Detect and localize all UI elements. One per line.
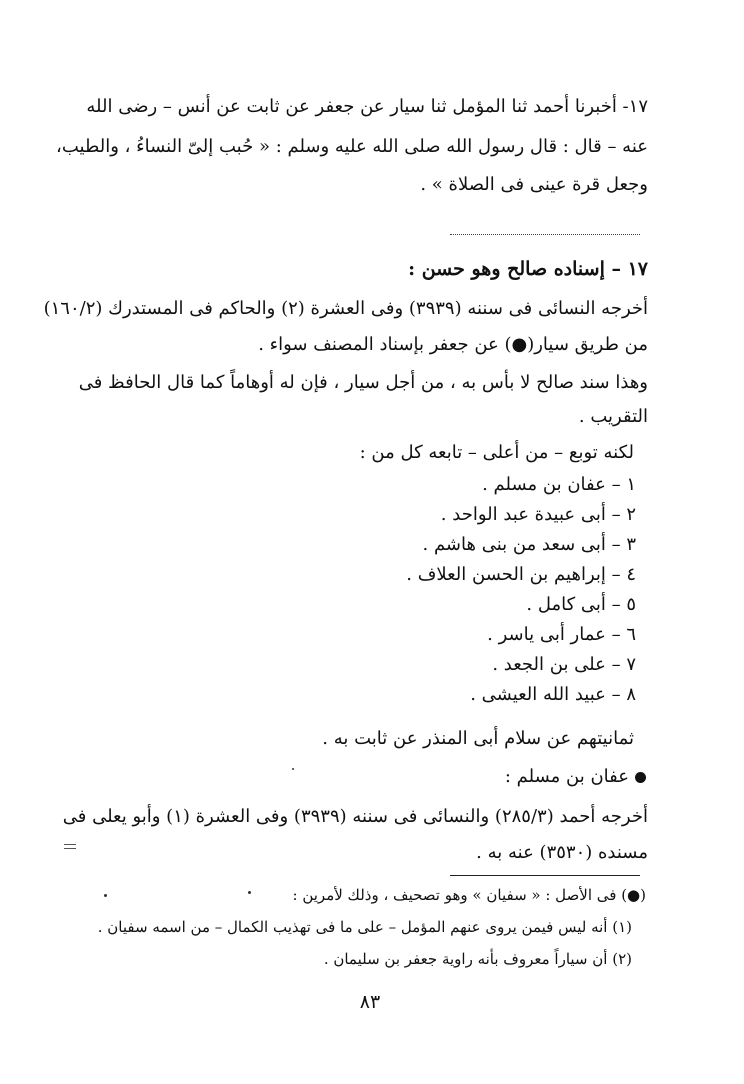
scan-speck xyxy=(248,891,251,894)
hadith-line-3: وجعل قرة عينى فى الصلاة » . xyxy=(420,174,648,195)
footnote-1: (١) أنه ليس فيمن يروى عنهم المؤمل – على ما فى تهذيب الكمال – من اسمه سفيان . xyxy=(97,918,632,936)
scan-speck xyxy=(292,768,294,770)
follower-item: ١ – عفان بن مسلم . xyxy=(482,474,636,495)
follower-item: ٧ – على بن الجعد . xyxy=(492,654,636,675)
bullet-icon xyxy=(635,772,646,783)
follower-item: ٣ – أبى سعد من بنى هاشم . xyxy=(422,534,636,555)
follower-item: ٦ – عمار أبى ياسر . xyxy=(487,624,636,645)
commentary-p2-line-2: التقريب . xyxy=(578,406,648,427)
footnote-rule xyxy=(450,875,640,876)
scan-speck xyxy=(104,894,107,897)
follower-item: ٤ – إبراهيم بن الحسن العلاف . xyxy=(406,564,636,585)
commentary-p1-line-2: من طريق سيار(●) عن جعفر بإسناد المصنف سواء . xyxy=(258,334,648,355)
section-divider xyxy=(450,234,640,235)
affan-heading: عفان بن مسلم : xyxy=(504,766,629,787)
footnote-main: (●) فى الأصل : « سفيان » وهو تصحيف ، وذلك لأمرين : xyxy=(292,886,646,904)
affan-heading-row xyxy=(92,764,646,792)
margin-mark xyxy=(64,848,76,849)
affan-line-1: أخرجه أحمد (٢٨٥/٣) والنسائى فى سننه (٣٩٣٩) وفى العشرة (١) وأبو يعلى فى xyxy=(62,806,648,827)
commentary-p1-line-1: أخرجه النسائى فى سننه (٣٩٣٩) وفى العشرة (٢) والحاكم فى المستدرك (١٦٠/٢) xyxy=(43,298,648,319)
margin-mark xyxy=(64,844,76,845)
follower-item: ٥ – أبى كامل . xyxy=(526,594,636,615)
affan-line-2: مسنده (٣٥٣٠) عنه به . xyxy=(476,842,648,863)
commentary-heading: ١٧ – إسناده صالح وهو حسن : xyxy=(408,258,648,280)
follower-item: ٨ – عبيد الله العيشى . xyxy=(470,684,636,705)
follower-item: ٢ – أبى عبيدة عبد الواحد . xyxy=(440,504,636,525)
followers-intro: لكنه توبع – من أعلى – تابعه كل من : xyxy=(359,442,634,463)
page-number: ٨٣ xyxy=(359,991,381,1013)
commentary-p2-line-1: وهذا سند صالح لا بأس به ، من أجل سيار ، فإن له أوهاماً كما قال الحافظ فى xyxy=(78,372,648,393)
footnote-2: (٢) أن سياراً معروف بأنه راوية جعفر بن سليمان . xyxy=(323,950,632,968)
hadith-line-2: عنه – قال : قال رسول الله صلى الله عليه وسلم : « حُبب إلىّ النساءُ ، والطيب، xyxy=(56,136,648,157)
hadith-line-1: ١٧- أخبرنا أحمد ثنا المؤمل ثنا سيار عن جعفر عن ثابت عن أنس – رضى الله xyxy=(86,96,648,117)
eight-narrators-line: ثمانيتهم عن سلام أبى المنذر عن ثابت به . xyxy=(322,728,634,749)
